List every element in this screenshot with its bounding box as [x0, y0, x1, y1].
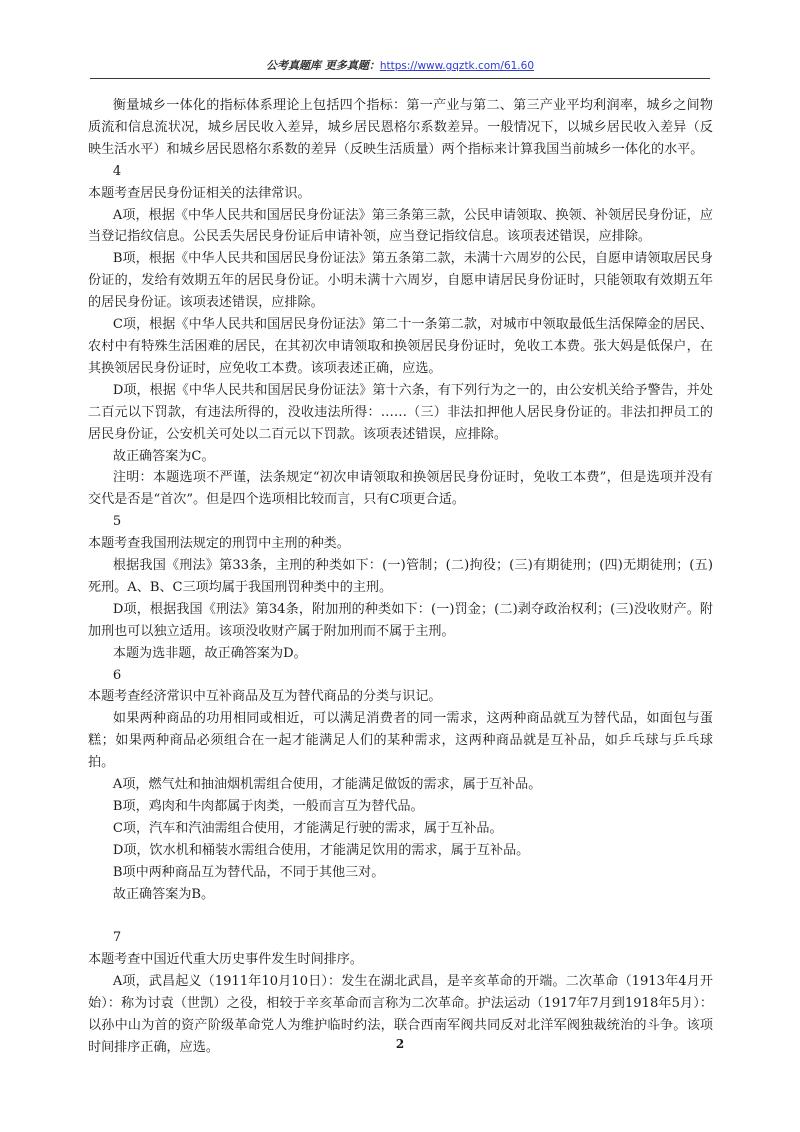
body-paragraph: A项，根据《中华人民共和国居民身份证法》第三条第三款，公民申请领取、换领、补领居民身份证，应当登记指纹信息。公民丢失居民身份证后申请补领，应当登记指纹信息。该项表述错误，应排除。	[88, 207, 713, 245]
body-paragraph: D项，根据我国《刑法》第34条，附加刑的种类如下：(一)罚金；(二)剥夺政治权利；(三)没收财产。附加刑也可以独立适用。该项没收财产属于附加刑而不属于主刑。	[88, 601, 713, 639]
blank-line	[88, 906, 713, 928]
body-paragraph: 注明：本题选项不严谨，法条规定“初次申请领取和换领居民身份证时，免收工本费”，但是选项并没有交代是否是“首次”。但是四个选项相比较而言，只有C项更合适。	[88, 470, 713, 508]
body-paragraph: 本题为选非题，故正确答案为D。	[112, 645, 307, 661]
body-paragraph: 故正确答案为C。	[112, 448, 215, 464]
body-paragraph: C项，汽车和汽油需组合使用，才能满足行驶的需求，属于互补品。	[112, 820, 503, 836]
body-paragraph: D项，饮水机和桶装水需组合使用，才能满足饮用的需求，属于互补品。	[112, 842, 530, 858]
body-paragraph: 7	[112, 930, 122, 946]
body-paragraph: 衡量城乡一体化的指标体系理论上包括四个指标：第一产业与第二、第三产业平均利润率，城乡之间物质流和信息流状况，城乡居民收入差异，城乡居民恩格尔系数差异。一般情况下，以城乡居民收入差异（反映生活水平）和城乡居民恩格尔系数的差异（反映生活质量）两个指标来计算我国当前城乡一体化的水平。	[88, 98, 713, 157]
body-paragraph: A项，燃气灶和抽油烟机需组合使用，才能满足做饭的需求，属于互补品。	[112, 777, 542, 793]
body-paragraph: 故正确答案为B。	[112, 886, 215, 902]
body-paragraph: 本题考查我国刑法规定的刑罚中主刑的种类。	[88, 536, 350, 552]
body-paragraph: 如果两种商品的功用相同或相近，可以满足消费者的同一需求，这两种商品就互为替代品，如面包与蛋糕；如果两种商品必须组合在一起才能满足人们的某种需求，这两种商品就是互补品，如乒乓球与乒乓球拍。	[88, 711, 713, 771]
body-paragraph: 本题考查居民身份证相关的法律常识。	[88, 185, 311, 201]
body-paragraph: C项，根据《中华人民共和国居民身份证法》第二十一条第二款，对城市中领取最低生活保障金的居民、农村中有特殊生活困难的居民，在其初次申请领取和换领居民身份证时，免收工本费。张大妈是低保户，在其换领居民身份证时，应免收工本费。该项表述正确，应选。	[88, 317, 713, 376]
header-separator: 更多真题：	[320, 59, 380, 72]
body-paragraph: A项，武昌起义（1911年10月10日）：发生在湖北武昌，是辛亥革命的开端。二次革命（1913年4月开始）：称为讨袁（世凯）之役，相较于辛亥革命而言称为二次革命。护法运动（1917年7月到1918年5月）：以孙中山为首的资产阶级革命党人为维护临时约法，联合西南军阀共同反对北洋军阀独裁统治的斗争。该项时间排序正确，应选。	[88, 974, 713, 1055]
header-url-link[interactable]: https://www.gqztk.com/61.60	[379, 60, 535, 72]
header-label: 公考真题库	[265, 59, 321, 72]
body-paragraph: 4	[112, 163, 122, 179]
body-paragraph: 根据我国《刑法》第33条，主刑的种类如下：(一)管制；(二)拘役；(三)有期徒刑；(四)无期徒刑；(五)死刑。A、B、C三项均属于我国刑罚种类中的主刑。	[88, 558, 713, 595]
page-header	[90, 58, 710, 79]
body-paragraph: 本题考查经济常识中互补商品及互为替代商品的分类与识记。	[88, 689, 442, 705]
body-paragraph: D项，根据《中华人民共和国居民身份证法》第十六条，有下列行为之一的，由公安机关给予警告，并处二百元以下罚款，有违法所得的，没收违法所得：……（三）非法扣押他人居民身份证的。非法扣押员工的居民身份证，公安机关可处以二百元以下罚款。该项表述错误，应排除。	[88, 382, 713, 442]
body-paragraph: 本题考查中国近代重大历史事件发生时间排序。	[88, 952, 363, 968]
body-paragraph: B项中两种商品互为替代品，不同于其他三对。	[112, 864, 385, 880]
body-paragraph: B项，鸡肉和牛肉都属于肉类，一般而言互为替代品。	[112, 799, 424, 814]
body-paragraph: 5	[112, 514, 122, 530]
body-paragraph: 6	[112, 667, 122, 683]
page-number: 2	[395, 1037, 405, 1051]
document-body	[88, 95, 713, 1059]
body-paragraph: B项，根据《中华人民共和国居民身份证法》第五条第二款，未满十六周岁的公民，自愿申请领取居民身份证的，发给有效期五年的居民身份证。小明未满十六周岁，自愿申请居民身份证时，只能领取有效期五年的居民身份证。该项表述错误，应排除。	[88, 251, 713, 311]
